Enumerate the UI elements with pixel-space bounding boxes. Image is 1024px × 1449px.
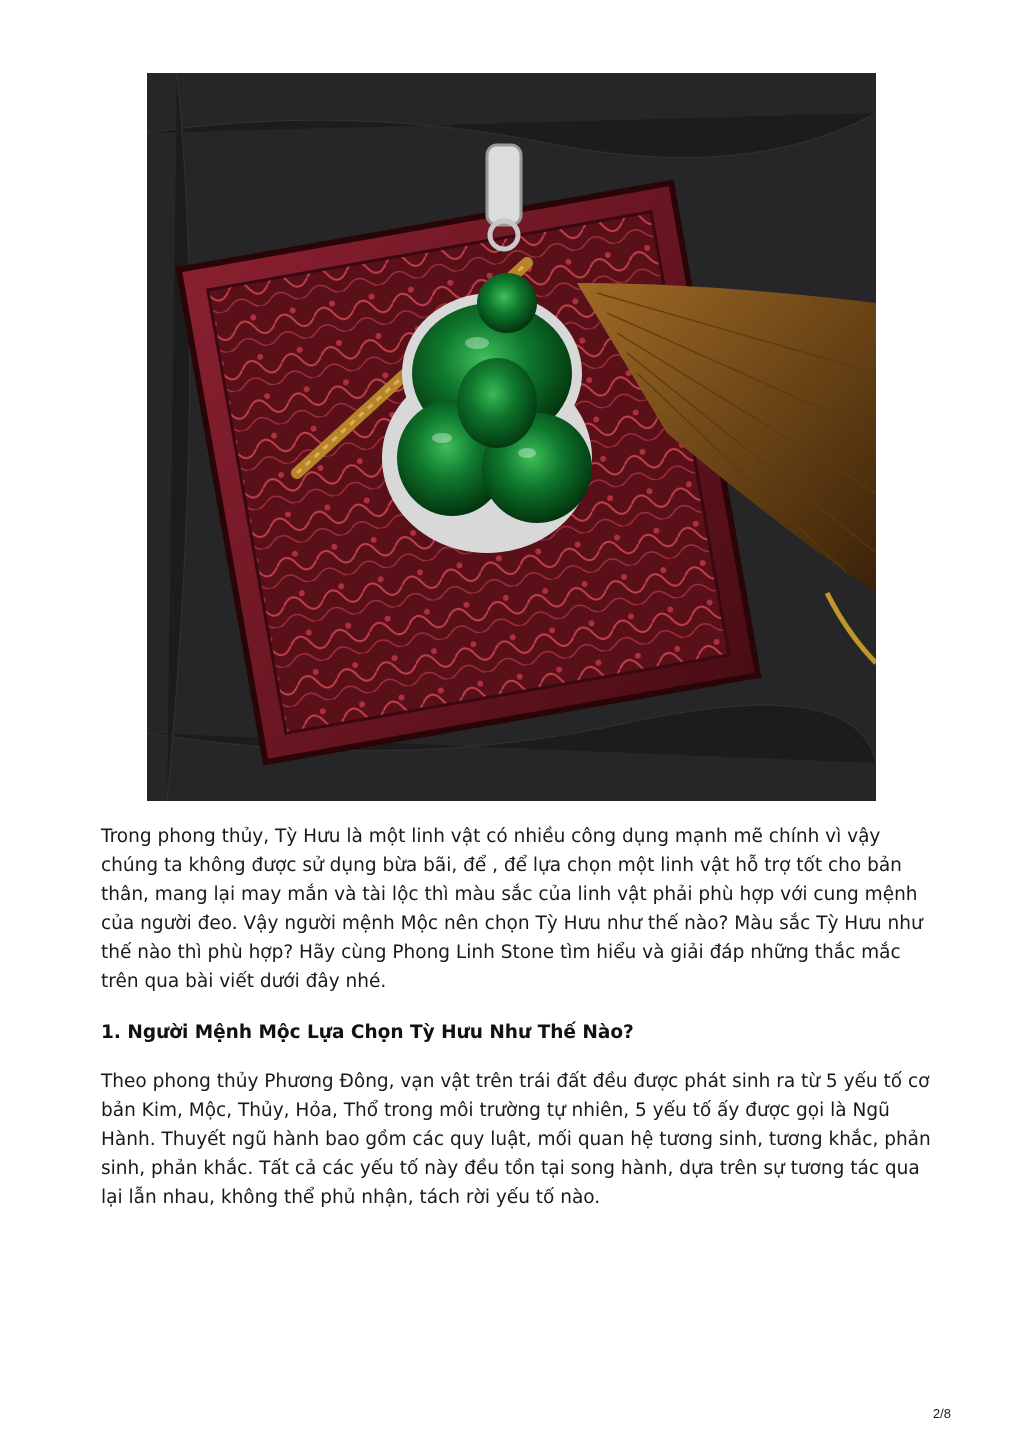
article-photo bbox=[147, 73, 876, 801]
section-heading: 1. Người Mệnh Mộc Lựa Chọn Tỳ Hưu Như Thế Nào? bbox=[101, 1022, 634, 1043]
body-paragraph: Theo phong thủy Phương Đông, vạn vật trên trái đất đều được phát sinh ra từ 5 yếu tố cơ bản Kim, Mộc, Thủy, Hỏa, Thổ trong môi trường tự nhiên, 5 yếu tố ấy được gọi là Ngũ Hành. Thuyết ngũ hành bao gồm các quy luật, mối quan hệ tương sinh, tương khắc, phản sinh, phản khắc. Tất cả các yếu tố này đều tồn tại song hành, dựa trên sự tương tác qua lại lẫn nhau, không thể phủ nhận, tách rời yếu tố nào. bbox=[101, 1071, 931, 1208]
jade-pendant-illustration bbox=[147, 73, 876, 801]
article-body bbox=[101, 822, 931, 1212]
page-number: 2/8 bbox=[932, 1406, 951, 1421]
intro-paragraph: Trong phong thủy, Tỳ Hưu là một linh vật có nhiều công dụng mạnh mẽ chính vì vậy chúng ta không được sử dụng bừa bãi, để , để lựa chọn một linh vật hỗ trợ tốt cho bản thân, mang lại may mắn và tài lộc thì màu sắc của linh vật phải phù hợp với cung mệnh của người đeo. Vậy người mệnh Mộc nên chọn Tỳ Hưu như thế nào? Màu sắc Tỳ Hưu như thế nào thì phù hợp? Hãy cùng Phong Linh Stone tìm hiểu và giải đáp những thắc mắc trên qua bài viết dưới đây nhé. bbox=[101, 826, 923, 992]
